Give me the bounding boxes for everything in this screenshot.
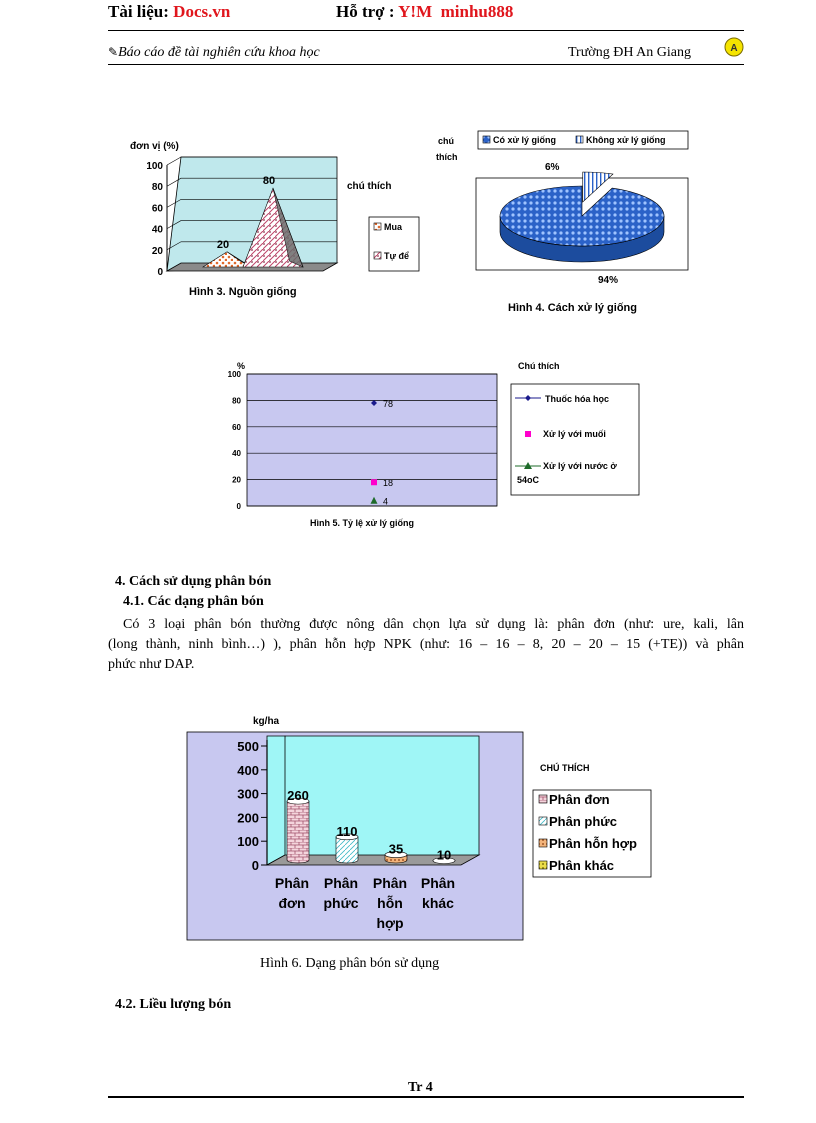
chart3-legend-swatch-tude <box>374 252 381 259</box>
chart6-value-label: 35 <box>388 841 404 857</box>
chart5-point-muoi <box>371 479 377 485</box>
pen-icon: ✎ <box>108 45 119 59</box>
chart3-legend-swatch-mua <box>374 223 381 230</box>
chart5-legend-thuoc: Thuốc hóa học <box>545 394 609 404</box>
chart6-tick-label: 100 <box>237 834 259 850</box>
chart6-value-label: 110 <box>336 823 358 839</box>
chart-6 <box>185 710 665 950</box>
chart5-tick-label: 40 <box>232 449 241 459</box>
chart3-tick-label: 0 <box>157 267 163 278</box>
chart6-category-label: Phân <box>323 875 359 891</box>
chart5-plot-area <box>247 374 497 506</box>
chart3-tick-label: 100 <box>146 161 163 172</box>
chart4-caption: Hình 4. Cách xử lý giống <box>508 302 637 314</box>
page-number: Tr 4 <box>408 1080 433 1095</box>
chart5-value-label: 18 <box>383 478 394 489</box>
chart4-label-small: 6% <box>545 162 560 173</box>
chart-4 <box>432 128 702 293</box>
chart4-slice-co <box>500 186 664 246</box>
chart6-legend-swatch-honhop <box>539 839 547 847</box>
chart6-category-label: hợp <box>376 915 404 931</box>
chart6-value-label: 10 <box>436 847 452 863</box>
chart5-legend-nuoc-2: 54oC <box>517 475 540 485</box>
header-support-user[interactable]: minhu888 <box>440 2 514 21</box>
header-support <box>336 2 513 22</box>
chart6-legend-khac: Phân khác <box>549 858 615 873</box>
section-4-2-title: 4.2. Liều lượng bón <box>115 997 232 1012</box>
chart5-tick-label: 80 <box>232 396 241 406</box>
chart5-tick-label: 20 <box>232 475 241 485</box>
chart5-value-label: 78 <box>383 399 394 410</box>
chart6-tick-label: 400 <box>237 762 259 778</box>
subheader-divider <box>108 64 744 65</box>
chart4-legend-co: Có xử lý giống <box>493 135 557 145</box>
chart6-legend-don: Phân đơn <box>549 792 610 807</box>
header-docs-label: Tài liệu: <box>108 2 169 21</box>
chart6-category-label: đơn <box>278 895 306 911</box>
chart6-value-label: 260 <box>287 788 309 804</box>
chart5-tick-label: 0 <box>236 502 241 511</box>
section-4-title: 4. Cách sử dụng phân bón <box>115 574 272 589</box>
chart3-tick-label: 40 <box>151 224 163 236</box>
chart3-value-label: 20 <box>216 238 230 251</box>
chart4-legend-swatch-co <box>483 136 490 143</box>
chart5-legend-nuoc: Xử lý với nước ở <box>543 461 617 471</box>
chart3-legend-mua: Mua <box>384 222 402 232</box>
svg-text:A: A <box>730 43 738 54</box>
chart5-ylabel: % <box>237 361 246 371</box>
chart6-legend-swatch-khac <box>539 861 547 869</box>
section-4-1-para-line-3: phức như DAP. <box>108 657 195 672</box>
chart4-legend-swatch-khong <box>576 136 583 143</box>
chart4-legend-title-2: thích <box>436 152 458 162</box>
section-4-1-para-line-2: (long thành, ninh bình…) ), phân hỗn hợp NPK (như: 16 – 16 – 8, 20 – 20 – 15 (+TE)) và phân <box>108 637 744 652</box>
chart6-legend-phuc: Phân phức <box>549 814 617 829</box>
chart3-tick-label: 80 <box>151 182 163 194</box>
chart3-legend-tude: Tự để <box>384 251 410 261</box>
chart6-tick-label: 300 <box>237 786 259 802</box>
header-ym: Y!M <box>398 2 433 21</box>
chart3-legend-title: chú thích <box>347 181 392 192</box>
section-4-1-title: 4.1. Các dạng phân bón <box>123 594 264 609</box>
chart3-tick-label: 60 <box>151 203 163 215</box>
chart5-tick-label: 100 <box>227 370 241 379</box>
school-logo <box>724 37 744 62</box>
chart5-legend-muoi: Xử lý với muối <box>543 429 606 439</box>
chart6-bar <box>336 837 358 863</box>
section-4-1-para-line-1: Có 3 loại phân bón thường được nông dân chọn lựa sử dụng là: phân đơn (như: ure, kali, lân <box>123 617 744 632</box>
chart6-category-label: hỗn <box>377 895 403 911</box>
chart6-legend-swatch-don <box>539 795 547 803</box>
chart6-category-label: khác <box>422 895 454 911</box>
header-support-label: Hỗ trợ : <box>336 2 395 21</box>
chart6-caption: Hình 6. Dạng phân bón sử dụng <box>260 956 440 971</box>
chart6-tick-label: 500 <box>237 739 259 754</box>
chart5-legend-title: Chú thích <box>518 361 560 371</box>
chart6-bar <box>287 801 309 863</box>
chart-5 <box>215 355 655 535</box>
footer-divider <box>108 1096 744 1098</box>
chart6-legend-title: CHÚ THÍCH <box>540 763 590 773</box>
chart6-tick-label: 200 <box>237 810 259 826</box>
chart5-caption: Hình 5. Tỷ lệ xử lý giống <box>310 518 415 528</box>
chart5-value-label: 4 <box>383 496 389 507</box>
report-title <box>108 45 320 61</box>
chart4-legend-title-1: chú <box>438 136 455 146</box>
report-title-text: Báo cáo đề tài nghiên cứu khoa học <box>118 45 320 60</box>
header-divider <box>108 30 744 31</box>
chart4-legend-khong: Không xử lý giống <box>586 135 666 145</box>
chart3-ylabel: đơn vị (%) <box>130 141 179 152</box>
header-docs <box>108 2 230 22</box>
chart6-category-label: Phân <box>372 875 408 891</box>
chart6-side-wall <box>267 736 285 865</box>
header-docs-link[interactable]: Docs.vn <box>173 2 231 21</box>
chart5-tick-label: 60 <box>232 422 241 432</box>
school-name: Trường ĐH An Giang <box>568 45 691 60</box>
chart6-category-label: Phân <box>274 875 310 891</box>
chart3-tick-label: 20 <box>151 245 163 257</box>
chart-3 <box>125 135 435 305</box>
chart4-label-big: 94% <box>598 275 619 286</box>
chart6-legend-honhop: Phân hỗn hợp <box>549 836 637 851</box>
chart3-caption: Hình 3. Nguồn giống <box>189 286 297 298</box>
chart6-category-label: phức <box>323 895 359 911</box>
chart6-category-label: Phân <box>420 875 456 891</box>
chart6-ylabel: kg/ha <box>253 716 280 727</box>
chart6-tick-label: 0 <box>251 858 259 873</box>
chart3-value-label: 80 <box>262 175 276 188</box>
chart6-legend-swatch-phuc <box>539 817 547 825</box>
chart5-legend-marker-2 <box>525 431 531 437</box>
